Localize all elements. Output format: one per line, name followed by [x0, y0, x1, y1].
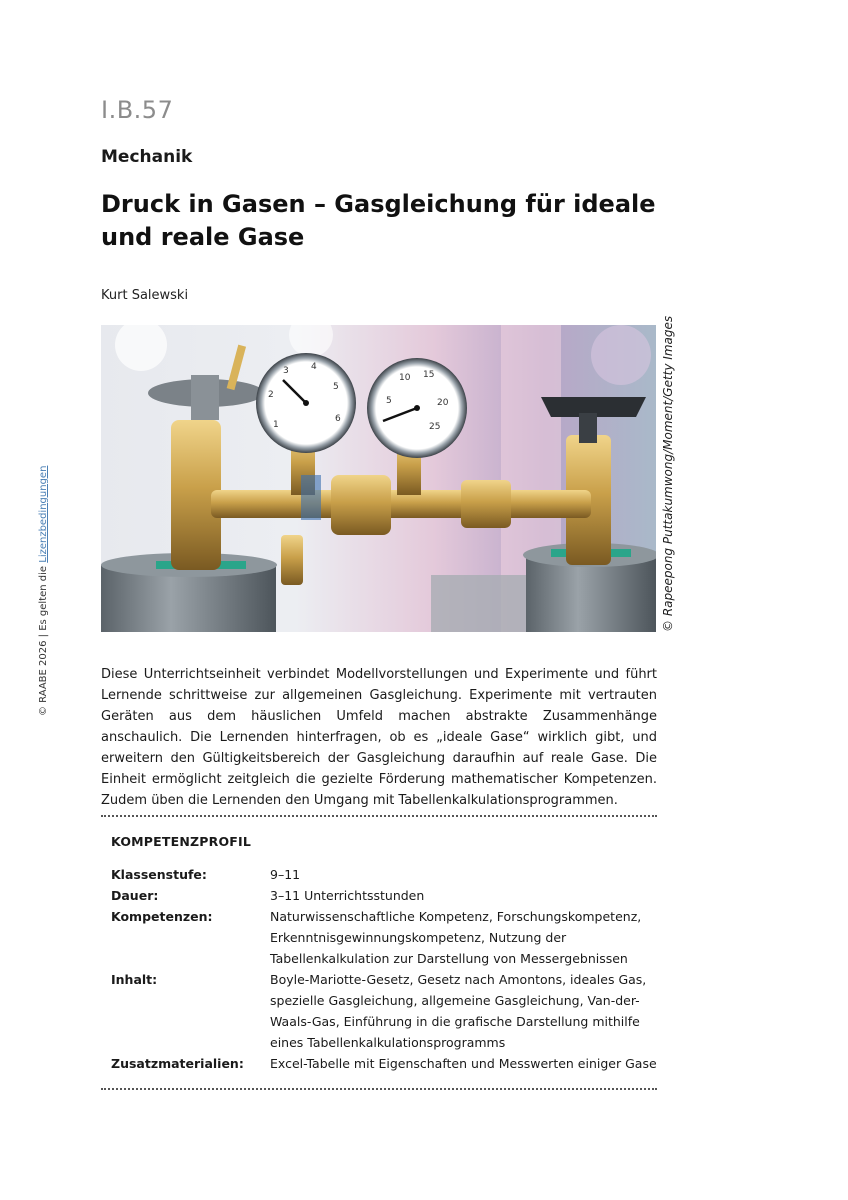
gauge-left-tick: 1: [273, 420, 279, 430]
gauge-left-tick: 6: [335, 414, 341, 424]
profile-row: [111, 1053, 657, 1074]
profile-heading: KOMPETENZPROFIL: [111, 834, 252, 849]
gauge-right-tick: 5: [386, 396, 392, 406]
author-name: Kurt Salewski: [101, 288, 189, 303]
profile-row: [111, 885, 657, 906]
divider-bottom: [101, 1088, 657, 1090]
intro-paragraph: Diese Unterrichtseinheit verbindet Modellvorstellungen und Experimente und führt Lernende schrittweise zur allgemeinen Gasgleichung. Experimente mit vertrauten Geräten aus dem häuslichen Umfeld machen abstrakte Zusammenhänge anschaulich. Die Lernenden hinterfragen, ob es „ideale Gase“ wirklich gibt, und erweitern den Gültigkeitsbereich der Gasgleichung daraufhin auf reale Gase. Die Einheit ermöglicht zeitgleich die gezielte Förderung mathematischer Kompetenzen. Zudem üben die Lernenden den Umgang mit Tabellenkalkulationsprogrammen.: [101, 667, 657, 808]
competence-profile: [111, 864, 657, 1074]
gauge-left-tick: 4: [311, 362, 317, 372]
profile-value: Boyle-Mariotte-Gesetz, Gesetz nach Amontons, ideales Gas, spezielle Gasgleichung, allgemeine Gasgleichung, Van-der-Waals-Gas, Einführung in die grafische Darstellung mithilfe eines Tabellenkalkulationsprogramms: [270, 972, 647, 1050]
copyright-text: © RAABE 2026 | Es gelten die: [38, 562, 49, 716]
profile-key: Inhalt:: [111, 972, 158, 987]
profile-row: [111, 906, 657, 969]
gas-regulator-photo: [101, 325, 656, 632]
profile-row: [111, 969, 657, 1053]
profile-value: Naturwissenschaftliche Kompetenz, Forschungskompetenz, Erkenntnisgewinnungskompetenz, Nutzung der Tabellenkalkulation zur Darstellung von Messergebnissen: [270, 909, 642, 966]
page-title: Druck in Gasen – Gasgleichung für ideale und reale Gase: [101, 190, 656, 251]
license-link[interactable]: Lizenzbedingungen: [38, 465, 49, 563]
profile-key: Zusatzmaterialien:: [111, 1056, 244, 1071]
gauge-right-tick: 10: [399, 373, 411, 383]
gauge-right-tick: 25: [429, 422, 441, 432]
gauge-right-tick: 20: [437, 398, 449, 408]
unit-code: I.B.57: [101, 96, 174, 124]
profile-value: 9–11: [270, 867, 301, 882]
profile-key: Klassenstufe:: [111, 867, 207, 882]
gauge-left-tick: 2: [268, 390, 274, 400]
photo-credit: © Rapeepong Puttakumwong/Moment/Getty Images: [661, 315, 675, 632]
subject-label: Mechanik: [101, 147, 193, 167]
gauge-right-tick: 15: [423, 370, 435, 380]
profile-row: [111, 864, 657, 885]
profile-value: Excel-Tabelle mit Eigenschaften und Messwerten einiger Gase: [270, 1056, 657, 1071]
license-note: [36, 465, 52, 716]
gauge-left-tick: 3: [283, 366, 289, 376]
profile-value: 3–11 Unterrichtsstunden: [270, 888, 425, 903]
profile-key: Kompetenzen:: [111, 909, 213, 924]
gauge-left-tick: 5: [333, 382, 339, 392]
profile-key: Dauer:: [111, 888, 159, 903]
divider-top: [101, 815, 657, 817]
